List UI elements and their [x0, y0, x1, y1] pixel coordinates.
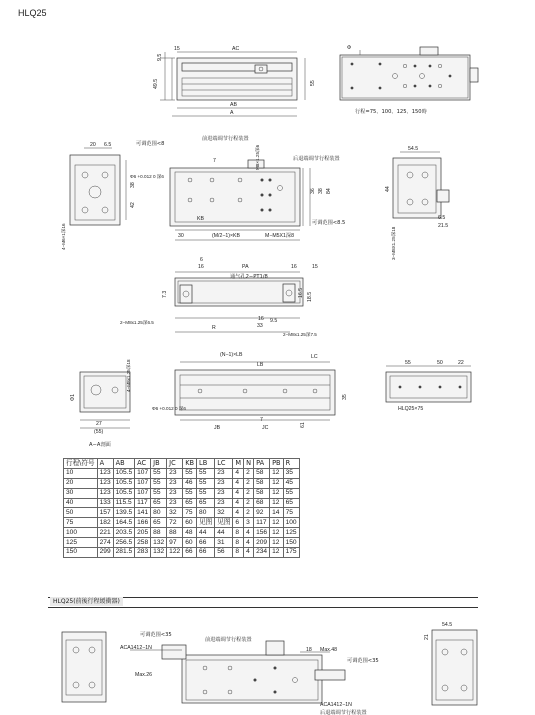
table-cell: 23: [167, 478, 183, 488]
table-cell: 258: [135, 538, 151, 548]
table-row: [64, 538, 300, 548]
table-cell: 209: [254, 538, 270, 548]
table-cell: 107: [135, 478, 151, 488]
table-cell: 100: [64, 528, 98, 538]
table-cell: 2: [244, 468, 254, 478]
table-cell: 75: [64, 518, 98, 528]
table-cell: 12: [270, 468, 284, 478]
mid-right-view: [385, 146, 449, 260]
table-cell: 8: [233, 548, 244, 558]
bottom-main-view: [152, 352, 348, 431]
table-cell: 105.5: [113, 488, 135, 498]
pin-hole-2: Φ6 +0.012 0 深6: [152, 406, 186, 411]
section2-title: HLQ25(前後行程緩衝器): [50, 597, 123, 606]
cushion-adj-35: 可调范围<35: [140, 632, 172, 638]
dim-lb: LB: [257, 362, 264, 368]
table-header-cell: PA: [254, 459, 270, 469]
table-cell: 55: [197, 478, 215, 488]
table-cell: 14: [270, 508, 284, 518]
dim-55-paren: (55): [94, 429, 104, 435]
table-cell: 23: [167, 498, 183, 508]
dim-max26: Max.26: [135, 672, 153, 678]
air-port: 通气孔2−PT1/8: [230, 274, 268, 280]
table-cell: 2: [244, 508, 254, 518]
dim-r: R: [212, 325, 216, 331]
table-cell: 12: [270, 498, 284, 508]
dim-ac: AC: [232, 46, 240, 52]
table-cell: 80: [151, 508, 167, 518]
table-cell: 139.5: [113, 508, 135, 518]
table-cell: 80: [197, 508, 215, 518]
table-cell: 4: [244, 548, 254, 558]
table-cell: 234: [254, 548, 270, 558]
table-row: [64, 468, 300, 478]
dim-7b: 7: [260, 417, 263, 423]
dim-18-5: 18.5: [307, 291, 313, 302]
dim-jc: JC: [262, 425, 269, 431]
dim-formula: (M/2−1)×KB: [212, 233, 240, 239]
section-aa: A−A剖面: [89, 442, 111, 448]
dim-55: 55: [310, 80, 316, 86]
table-cell: 60: [183, 538, 197, 548]
table-cell: 4: [244, 528, 254, 538]
mid-main-view: [130, 134, 345, 240]
table-cell: 44: [215, 528, 233, 538]
table-cell: 32: [167, 508, 183, 518]
table-cell: 20: [64, 478, 98, 488]
rear-adj-label: 后退端调节行程装置: [293, 156, 340, 162]
table-header-cell: N: [244, 459, 254, 469]
cushion-front-adj: 前进端调节行程装置: [205, 637, 252, 643]
table-cell: 65: [197, 498, 215, 508]
table-cell: 125: [283, 528, 299, 538]
dim-33: 33: [257, 323, 263, 329]
dim-54-5b: 54.5: [442, 622, 453, 628]
table-cell: 283: [135, 548, 151, 558]
table-cell: 107: [135, 488, 151, 498]
table-cell: 66: [197, 548, 215, 558]
table-cell: 12: [270, 538, 284, 548]
dim-49-5: 49.5: [153, 78, 159, 89]
table-cell: 122: [167, 548, 183, 558]
table-cell: 35: [283, 468, 299, 478]
table-cell: 4: [233, 488, 244, 498]
table-cell: 75: [183, 508, 197, 518]
top-right-view: [340, 47, 478, 115]
table-cell: 72: [167, 518, 183, 528]
table-header-cell: A: [97, 459, 113, 469]
dim-lc: LC: [311, 354, 318, 360]
table-row: [64, 498, 300, 508]
dim-27: 27: [96, 421, 102, 427]
table-cell: 68: [254, 498, 270, 508]
dim-42: 42: [130, 202, 136, 208]
table-cell: 123: [97, 488, 113, 498]
table-row: [64, 518, 300, 528]
table-cell: 12: [270, 528, 284, 538]
table-header-cell: M: [233, 459, 244, 469]
dim-44: 44: [385, 186, 391, 192]
model-variant: HLQ25×75: [398, 406, 424, 412]
table-cell: 55: [183, 488, 197, 498]
table-cell: 23: [215, 468, 233, 478]
table-cell: 97: [167, 538, 183, 548]
front-adj-label: 前进端调节行程装置: [202, 136, 249, 142]
table-cell: 92: [254, 508, 270, 518]
table-cell: 58: [254, 478, 270, 488]
table-cell: 4: [233, 498, 244, 508]
table-cell: 4: [233, 478, 244, 488]
table-cell: 见图: [215, 518, 233, 528]
table-cell: 274: [97, 538, 113, 548]
table-cell: 150: [283, 538, 299, 548]
dim-21: 21: [424, 634, 430, 640]
table-cell: 23: [215, 498, 233, 508]
dim-pa: PA: [242, 264, 249, 270]
table-cell: 203.5: [113, 528, 135, 538]
dim-phi1: Φ1: [70, 393, 76, 401]
table-cell: 88: [167, 528, 183, 538]
table-cell: 12: [270, 488, 284, 498]
table-cell: 123: [97, 478, 113, 488]
top-front-view: [153, 46, 316, 116]
thread-r-m8: 3−M8X1.25深18: [391, 226, 396, 260]
dim-h38: 38: [318, 188, 324, 194]
absorber-1: ACA1412−1N: [120, 645, 152, 651]
table-cell: 75: [283, 508, 299, 518]
table-cell: 166: [135, 518, 151, 528]
table-cell: 45: [283, 478, 299, 488]
dim-a: A: [230, 110, 234, 116]
dim-38: 38: [130, 182, 136, 188]
table-cell: 2: [244, 478, 254, 488]
table-cell: 2: [244, 488, 254, 498]
thread-m8b: 2−M8x1.25深7.5: [283, 332, 317, 337]
dim-7: 7: [213, 158, 216, 164]
dim-16-5: 16.5: [298, 287, 304, 298]
table-cell: 23: [167, 468, 183, 478]
dim-54-5: 54.5: [408, 146, 419, 152]
table-cell: 256.5: [113, 538, 135, 548]
dim-jb: JB: [214, 425, 221, 431]
dim-21-5: 21.5: [438, 223, 449, 229]
table-cell: 58: [254, 488, 270, 498]
adj-8-5-label: 可调范围<8.5: [312, 220, 346, 226]
table-cell: 2: [244, 498, 254, 508]
dim-16c: 16: [258, 316, 264, 322]
spec-table: [63, 458, 300, 558]
table-cell: 105.5: [113, 478, 135, 488]
table-cell: 8: [233, 538, 244, 548]
table-cell: 115.5: [113, 498, 135, 508]
table-header-cell: JC: [167, 459, 183, 469]
table-cell: 44: [197, 528, 215, 538]
table-header-cell: LB: [197, 459, 215, 469]
table-cell: 164.5: [113, 518, 135, 528]
table-cell: 141: [135, 508, 151, 518]
thread-m6: 4−M6×1深16: [61, 223, 66, 250]
dim-ab: AB: [230, 102, 237, 108]
table-cell: 55: [151, 468, 167, 478]
table-row: [64, 508, 300, 518]
table-cell: 157: [97, 508, 113, 518]
dim-61: 61: [300, 422, 306, 428]
table-cell: 8: [233, 528, 244, 538]
dim-max48: Max.48: [320, 647, 338, 653]
table-cell: 156: [254, 528, 270, 538]
dim-35: 35: [342, 394, 348, 400]
table-cell: 23: [215, 478, 233, 488]
dim-22: 22: [458, 360, 464, 366]
dim-7-3: 7.3: [162, 290, 168, 298]
table-header-row: [64, 459, 300, 469]
stroke-note: 行程=75、100、125、150時: [355, 109, 427, 115]
thread-m8: M8×1.25深6: [255, 144, 260, 170]
thread-m8a: 2−M8x1.25深6.5: [120, 320, 154, 325]
dim-kb: KB: [197, 216, 204, 222]
dim-55r: 55: [405, 360, 411, 366]
table-cell: 12: [270, 518, 284, 528]
table-cell: 4: [233, 508, 244, 518]
table-cell: 65: [283, 498, 299, 508]
table-row: [64, 528, 300, 538]
table-row: [64, 548, 300, 558]
absorber-2: ACA1412−1N: [320, 702, 352, 708]
table-cell: 50: [64, 508, 98, 518]
table-cell: 107: [135, 468, 151, 478]
table-cell: 66: [197, 538, 215, 548]
table-cell: 299: [97, 548, 113, 558]
table-cell: 117: [135, 498, 151, 508]
table-cell: 3: [244, 518, 254, 528]
table-header-cell: AB: [113, 459, 135, 469]
bottom-left-view: [70, 359, 132, 448]
dim-30: 30: [178, 233, 184, 239]
table-cell: 117: [254, 518, 270, 528]
table-cell: 150: [64, 548, 98, 558]
dim-15: 15: [174, 46, 180, 52]
dim-nlb: (N−1)×LB: [220, 352, 243, 358]
cushion-main-view: [120, 630, 379, 715]
table-cell: 55: [197, 488, 215, 498]
dim-r6-5: 6.5: [438, 215, 446, 221]
dim-16b: 16: [291, 264, 297, 270]
thread-m4: 4−M8x1.25深18: [126, 359, 131, 392]
bottom-right-view: [386, 360, 471, 412]
pin-hole-label: Φ6 +0.012 0 深6: [130, 174, 164, 179]
adj-range-label: 可调范围<8: [136, 141, 165, 147]
table-cell: 132: [151, 538, 167, 548]
table-cell: 55: [283, 488, 299, 498]
table-cell: 23: [215, 488, 233, 498]
small-mark-1: Φ: [347, 45, 352, 51]
dim-h84: 84: [326, 188, 332, 194]
table-cell: 40: [64, 498, 98, 508]
dim-h36: 36: [310, 188, 316, 194]
dim-15b: 15: [312, 264, 318, 270]
table-cell: 48: [183, 528, 197, 538]
table-header-cell: PB: [270, 459, 284, 469]
table-cell: 58: [254, 468, 270, 478]
table-header-cell: KB: [183, 459, 197, 469]
table-cell: 205: [135, 528, 151, 538]
table-cell: 88: [151, 528, 167, 538]
table-header-cell: R: [283, 459, 299, 469]
table-cell: 66: [183, 548, 197, 558]
cushion-adj-35b: 可调范围<35: [347, 658, 379, 664]
table-cell: 30: [64, 488, 98, 498]
table-row: [64, 488, 300, 498]
mid-left-view: [60, 142, 136, 250]
dim-6-5: 6.5: [104, 142, 112, 148]
dim-20: 20: [90, 142, 96, 148]
dim-16: 16: [198, 264, 204, 270]
thread-m5: M−M5X1深8: [265, 233, 294, 239]
table-cell: 10: [64, 468, 98, 478]
cushion-right-view: [424, 622, 477, 705]
table-header-cell: JB: [151, 459, 167, 469]
table-cell: 4: [233, 468, 244, 478]
dim-18: 18: [306, 647, 312, 653]
dim-9-5: 9.5: [157, 53, 163, 61]
cushion-rear-adj: 后退端调节行程装置: [320, 710, 367, 715]
table-header-cell: LC: [215, 459, 233, 469]
table-cell: 133: [97, 498, 113, 508]
mid2-view: [120, 257, 318, 338]
dim-50: 50: [437, 360, 443, 366]
table-cell: 281.5: [113, 548, 135, 558]
cushion-left-view: [62, 632, 106, 702]
table-cell: 46: [183, 478, 197, 488]
table-cell: 4: [244, 538, 254, 548]
table-cell: 12: [270, 548, 284, 558]
table-header-cell: AC: [135, 459, 151, 469]
table-cell: 65: [151, 518, 167, 528]
dim-6: 6: [200, 257, 203, 263]
table-cell: 123: [97, 468, 113, 478]
table-cell: 105.5: [113, 468, 135, 478]
table-cell: 55: [197, 468, 215, 478]
dim-9-5b: 9.5: [270, 318, 278, 324]
table-cell: 132: [151, 548, 167, 558]
table-cell: 100: [283, 518, 299, 528]
table-cell: 125: [64, 538, 98, 548]
table-cell: 60: [183, 518, 197, 528]
table-cell: 23: [167, 488, 183, 498]
table-cell: 55: [151, 488, 167, 498]
model-title: HLQ25: [18, 8, 47, 18]
table-header-cell: 行程\符号: [64, 459, 98, 469]
table-cell: 55: [183, 468, 197, 478]
table-cell: 175: [283, 548, 299, 558]
table-row: [64, 478, 300, 488]
table-cell: 见图: [197, 518, 215, 528]
table-cell: 12: [270, 478, 284, 488]
table-cell: 65: [151, 498, 167, 508]
table-cell: 65: [183, 498, 197, 508]
table-cell: 182: [97, 518, 113, 528]
table-body: [64, 468, 300, 557]
table-cell: 56: [215, 548, 233, 558]
table-cell: 55: [151, 478, 167, 488]
table-cell: 31: [215, 538, 233, 548]
table-cell: 221: [97, 528, 113, 538]
table-cell: 32: [215, 508, 233, 518]
table-cell: 6: [233, 518, 244, 528]
